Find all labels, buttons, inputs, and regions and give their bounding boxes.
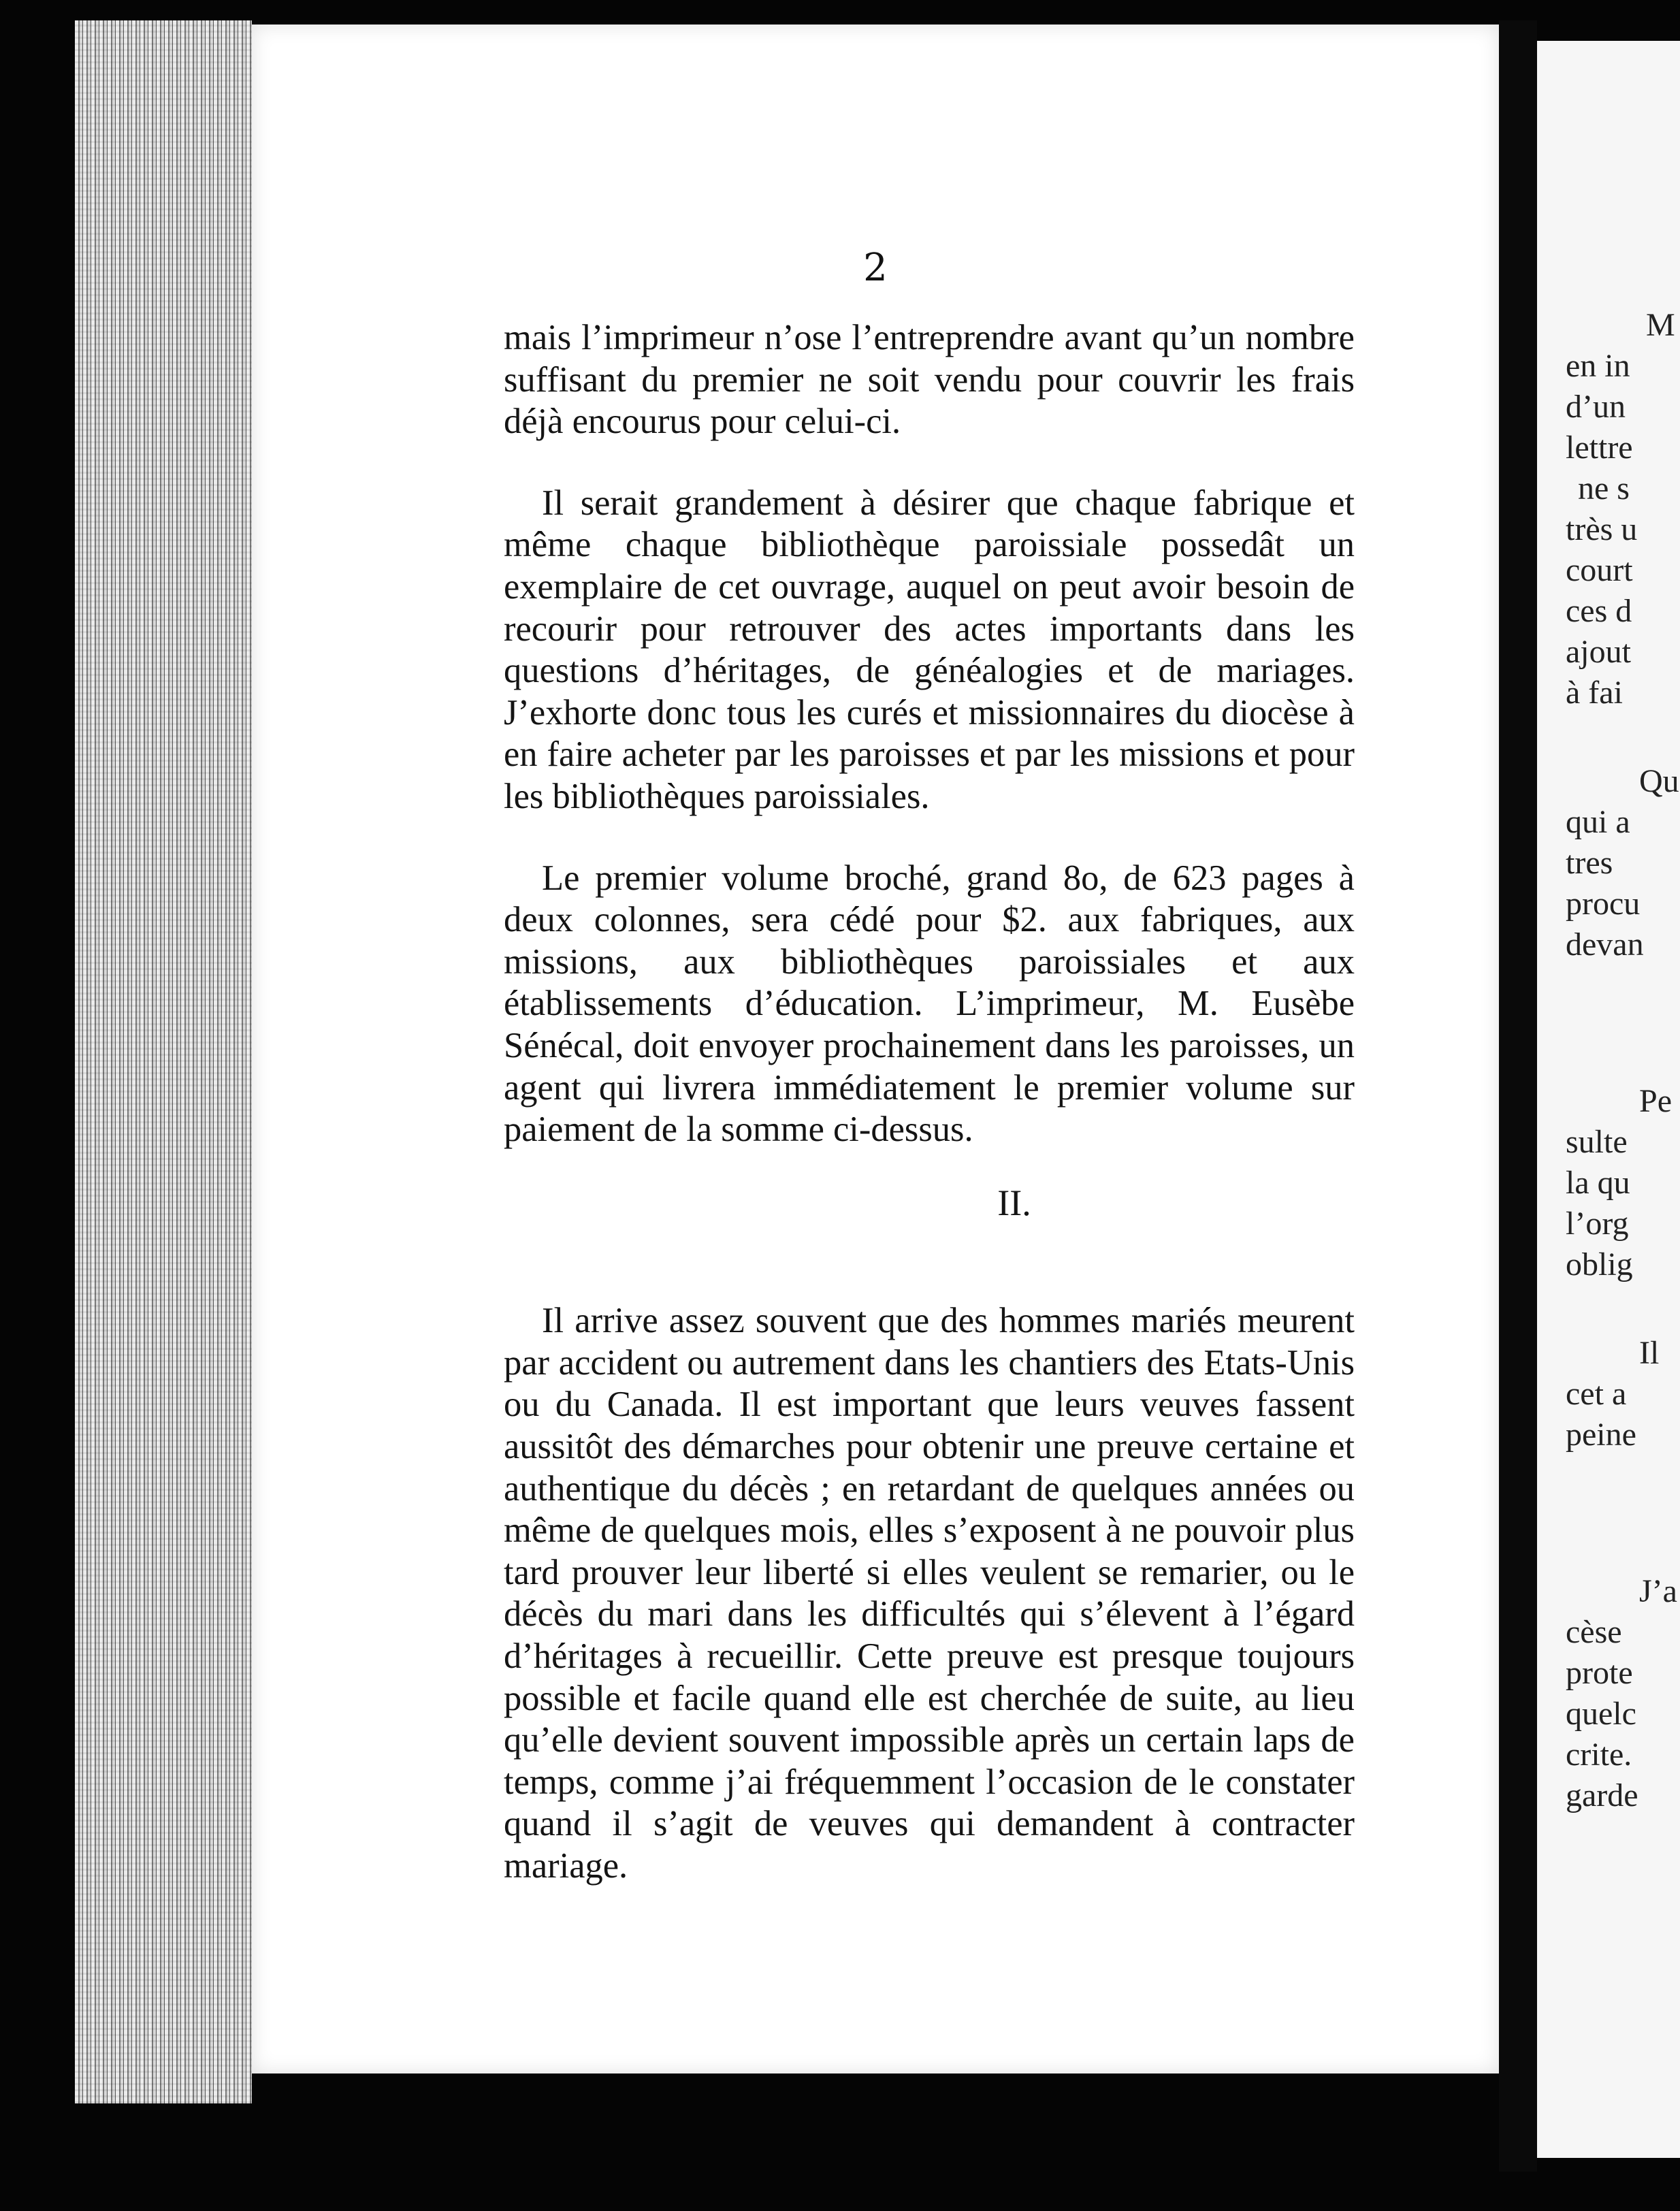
book-page-left — [252, 25, 1499, 2073]
page-text — [504, 317, 1355, 1888]
facing-line: oblig — [1566, 1246, 1633, 1282]
facing-line: sulte — [1566, 1124, 1628, 1160]
page-number: 2 — [863, 246, 888, 290]
facing-line: Il — [1639, 1335, 1660, 1371]
facing-line: ajout — [1566, 634, 1631, 670]
facing-line: peine — [1566, 1417, 1636, 1453]
facing-line: à fai — [1566, 675, 1623, 711]
facing-line: procu — [1566, 886, 1641, 922]
book-gutter — [1499, 20, 1537, 2172]
facing-line: cet a — [1566, 1376, 1627, 1412]
facing-line: quelc — [1566, 1696, 1636, 1732]
facing-line: Pe — [1639, 1083, 1672, 1119]
facing-line: en in — [1566, 348, 1630, 384]
facing-line: d’un — [1566, 389, 1626, 425]
facing-line: ne s — [1578, 470, 1630, 506]
facing-line: lettre — [1566, 430, 1633, 466]
facing-line: cèse — [1566, 1614, 1622, 1650]
facing-line: qui a — [1566, 804, 1630, 840]
facing-line: devan — [1566, 926, 1644, 963]
facing-line: la qu — [1566, 1165, 1630, 1201]
facing-line: Qu — [1639, 763, 1679, 799]
book-page-edges — [75, 20, 252, 2103]
facing-line: l’org — [1566, 1206, 1629, 1242]
facing-line: M — [1646, 307, 1675, 343]
paragraph-3: Le premier volume broché, grand 8o, de 623 pages à deux colonnes, sera cédé pour $2. aux fabriques, aux missions, aux bibliothèques paroissiales et aux établissements d’éducation. L’imprimeur, M. Eusèbe Sénécal, doit envoyer prochainement dans les paroisses, un agent qui livrera immédiatement le premier volume sur paiement de la somme ci-dessus. — [504, 858, 1355, 1150]
book-page-right — [1537, 41, 1680, 2158]
facing-line: très u — [1566, 511, 1638, 547]
facing-line: ces d — [1566, 593, 1632, 629]
paragraph-2: Il serait grandement à désirer que chaque fabrique et même chaque bibliothèque paroissiale possedât un exemplaire de cet ouvrage, auquel on peut avoir besoin de recourir pour retrouver des actes importants dans les questions d’héritages, de généalogies et de mariages. J’exhorte donc tous les curés et missionnaires du diocèse à en faire acheter par les paroisses et par les missions et pour les bibliothèques paroissiales. — [504, 483, 1355, 816]
facing-line: court — [1566, 552, 1633, 588]
section-heading: II. — [997, 1182, 1031, 1223]
facing-line: J’a — [1639, 1573, 1677, 1609]
facing-line: crite. — [1566, 1737, 1632, 1773]
facing-line: garde — [1566, 1777, 1638, 1813]
facing-line: prote — [1566, 1655, 1633, 1691]
paragraph-1: mais l’imprimeur n’ose l’entreprendre avant qu’un nombre suffisant du premier ne soit vendu pour couvrir les frais déjà encourus pour celui-ci. — [504, 318, 1355, 442]
section-paragraph: Il arrive assez souvent que des hommes mariés meurent par accident ou autrement dans les chantiers des Etats-Unis ou du Canada. Il est important que leurs veuves fassent aussitôt des démarches pour obtenir une preuve certaine et authentique du décès ; en retardant de quelques années ou même de quelques mois, elles s’exposent à ne pouvoir plus tard prouver leur liberté si elles veulent se remarier, ou le décès du mari dans les difficultés qui s’élevent à l’égard d’héritages à recueillir. Cette preuve est presque toujours possible et facile quand elle est cherchée de suite, au lieu qu’elle devient souvent impossible après un certain laps de temps, comme j’ai fréquemment l’occasion de le constater quand il s’agit de veuves qui demandent à contracter mariage. — [504, 1301, 1355, 1886]
facing-line: tres — [1566, 845, 1613, 881]
